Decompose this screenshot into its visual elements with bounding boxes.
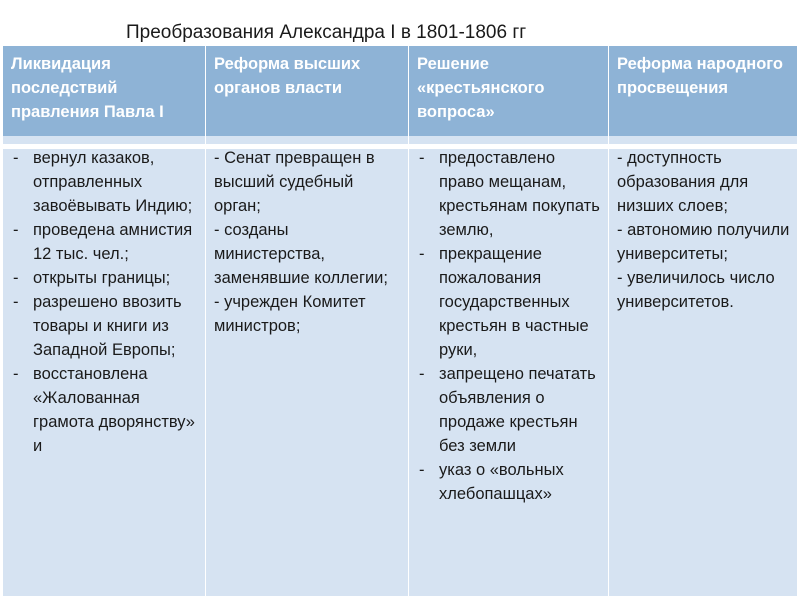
list-item: - учрежден Комитет министров; <box>214 293 366 335</box>
cell-higher-authorities <box>206 136 409 596</box>
list-paul-consequences <box>9 146 199 458</box>
list-item: - доступность образования для низших слоев; <box>617 149 749 215</box>
list-item: - созданы министерства, заменявшие коллегии; <box>214 221 388 287</box>
list-item: - открыты границы; <box>9 266 199 290</box>
list-item: - увеличилось число университетов. <box>617 269 775 311</box>
list-item: - вернул казаков, отправленных завоёвывать Индию; <box>9 146 199 218</box>
header-education: Реформа народного просвещения <box>609 46 798 136</box>
list-item: - восстановлена «Жалованная грамота дворянству» и <box>9 362 199 458</box>
list-item: - предоставлено право мещанам, крестьянам покупать землю, <box>415 146 602 242</box>
reforms-table <box>2 46 798 596</box>
cell-paul-consequences <box>3 136 206 596</box>
table-row <box>3 136 798 596</box>
list-item: - автономию получили университеты; <box>617 221 790 263</box>
list-item: - указ о «вольных хлебопашцах» <box>415 458 602 506</box>
cell-peasant-question <box>409 136 609 596</box>
slide-title: Преобразования Александра I в 1801-1806 гг <box>126 22 527 43</box>
list-item: - Сенат превращен в высший судебный орган; <box>214 149 375 215</box>
header-body-divider <box>2 144 797 149</box>
header-higher-authorities: Реформа высших органов власти <box>206 46 409 136</box>
list-item: - прекращение пожалования государственных крестьян в частные руки, <box>415 242 602 362</box>
list-item: - запрещено печатать объявления о продаже крестьян без земли <box>415 362 602 458</box>
cell-education <box>609 136 798 596</box>
list-item: - разрешено ввозить товары и книги из Западной Европы; <box>9 290 199 362</box>
header-peasant-question: Решение «крестьянского вопроса» <box>409 46 609 136</box>
list-item: - проведена амнистия 12 тыс. чел.; <box>9 218 199 266</box>
header-paul-consequences: Ликвидация последствий правления Павла I <box>3 46 206 136</box>
table-header-row <box>3 46 798 136</box>
list-peasant-question <box>415 146 602 506</box>
